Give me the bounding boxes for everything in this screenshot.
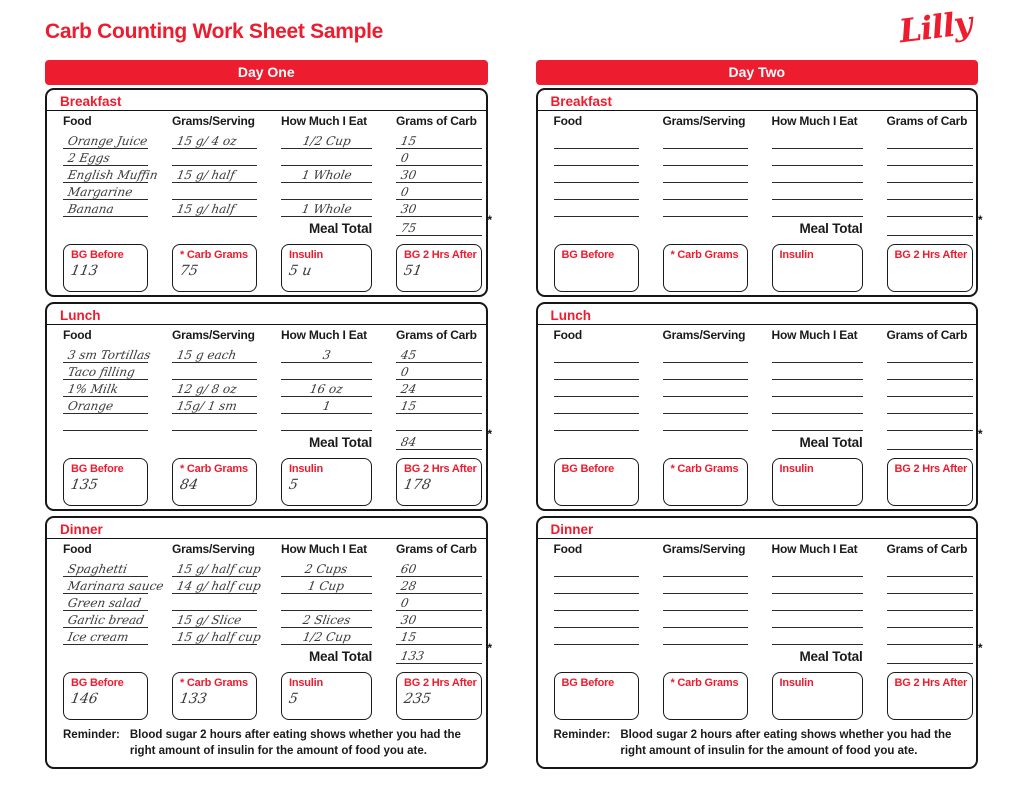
meal-total-label: Meal Total (799, 221, 863, 236)
grams-cell[interactable]: 15 g/ 4 oz (172, 132, 257, 149)
carb-cell[interactable] (887, 200, 973, 217)
grams-cell[interactable]: 15 g/ half (172, 200, 257, 217)
food-cell[interactable] (554, 560, 639, 577)
col-header-grams: Grams/Serving (172, 328, 255, 342)
food-rows (47, 560, 486, 645)
bg-boxes (47, 672, 486, 720)
insulin-label: Insulin (289, 249, 324, 261)
insulin-label: Insulin (779, 463, 814, 475)
food-rows (47, 132, 486, 217)
meal-total-cell[interactable] (887, 213, 983, 236)
carb-cell[interactable]: 0 (396, 149, 482, 166)
food-cell[interactable]: English Muffin (63, 166, 148, 183)
meal-total-row (47, 641, 492, 664)
col-header-carb: Grams of Carb (886, 542, 968, 556)
food-rows (538, 132, 977, 217)
eat-cell[interactable] (772, 346, 863, 363)
eat-cell[interactable] (772, 132, 863, 149)
col-header-eat: How Much I Eat (771, 542, 858, 556)
carb-cell[interactable]: 60 (396, 560, 482, 577)
carb-cell[interactable] (887, 380, 973, 397)
carb-cell[interactable]: 24 (396, 380, 482, 397)
grams-cell[interactable] (172, 183, 257, 200)
insulin-value: 5 (287, 691, 300, 707)
meal-title: Breakfast (47, 90, 486, 111)
insulin-box[interactable] (281, 244, 372, 292)
bg-before-box[interactable] (554, 458, 639, 506)
eat-cell[interactable] (772, 611, 863, 628)
carb-grams-value: 84 (178, 477, 200, 493)
insulin-label: Insulin (779, 249, 814, 261)
food-cell[interactable]: Taco filling (63, 363, 148, 380)
day-one-banner: Day One (45, 60, 488, 85)
carb-grams-box[interactable] (663, 244, 748, 292)
carb-cell[interactable] (887, 594, 973, 611)
eat-cell[interactable]: 1 Whole (281, 200, 372, 217)
meal-total-cell[interactable] (887, 641, 983, 664)
col-header-carb: Grams of Carb (396, 328, 477, 342)
eat-cell[interactable] (281, 594, 372, 611)
meal-title: Breakfast (538, 90, 977, 111)
carb-grams-value: 75 (178, 263, 200, 279)
col-header-grams: Grams/Serving (662, 114, 746, 128)
carb-grams-value: 133 (178, 691, 209, 707)
eat-cell[interactable]: 1/2 Cup (281, 132, 372, 149)
eat-cell[interactable] (772, 166, 863, 183)
carb-grams-label: * Carb Grams (180, 463, 248, 475)
asterisk: * (977, 427, 983, 441)
dinner-section (45, 516, 492, 769)
reminder-note (47, 720, 486, 767)
meal-title: Dinner (538, 518, 977, 539)
eat-cell[interactable] (772, 363, 863, 380)
food-cell[interactable] (554, 363, 639, 380)
carb-grams-label: * Carb Grams (670, 463, 739, 475)
food-cell[interactable] (554, 132, 639, 149)
carb-cell[interactable] (887, 611, 973, 628)
bg-after-value: 178 (402, 477, 433, 493)
carb-cell[interactable] (887, 577, 973, 594)
carb-grams-box[interactable] (172, 458, 257, 506)
bg-before-label: BG Before (71, 677, 124, 689)
grams-cell[interactable] (663, 200, 748, 217)
col-header-grams: Grams/Serving (662, 542, 746, 556)
carb-cell[interactable]: 0 (396, 183, 482, 200)
grams-cell[interactable] (663, 611, 748, 628)
dinner-section (536, 516, 983, 769)
carb-cell[interactable]: 45 (396, 346, 482, 363)
lunch-section (45, 302, 492, 511)
col-header-grams: Grams/Serving (172, 114, 255, 128)
asterisk: * (977, 213, 983, 227)
grams-cell[interactable]: 15 g each (172, 346, 257, 363)
bg-before-label: BG Before (71, 463, 124, 475)
breakfast-section (45, 88, 492, 297)
bg-before-label: BG Before (71, 249, 124, 261)
meal-title: Dinner (47, 518, 486, 539)
bg-before-value: 146 (69, 691, 100, 707)
carb-cell[interactable] (887, 183, 973, 200)
grams-cell[interactable] (663, 166, 748, 183)
bg-before-label: BG Before (561, 463, 615, 475)
column-headers (538, 114, 977, 128)
grams-cell[interactable] (172, 414, 257, 431)
food-cell[interactable]: Green salad (63, 594, 148, 611)
bg-after-value: 235 (402, 691, 433, 707)
eat-cell[interactable] (281, 363, 372, 380)
bg-before-box[interactable] (554, 244, 639, 292)
grams-cell[interactable] (663, 414, 748, 431)
carb-cell[interactable]: 28 (396, 577, 482, 594)
food-rows (47, 346, 486, 431)
grams-cell[interactable]: 15g/ 1 sm (172, 397, 257, 414)
insulin-label: Insulin (779, 677, 814, 689)
bg-before-box[interactable] (63, 244, 148, 292)
reminder-text: Blood sugar 2 hours after eating shows whether you had the right amount of insulin for the amount of food you ate. (620, 729, 952, 757)
meal-total-cell[interactable]: 75 * (396, 220, 482, 236)
food-cell[interactable] (554, 414, 639, 431)
food-cell[interactable] (554, 166, 639, 183)
eat-cell[interactable]: 1/2 Cup (281, 628, 372, 645)
bg-boxes (47, 244, 486, 292)
lunch-section (536, 302, 983, 511)
eat-cell[interactable]: 2 Slices (281, 611, 372, 628)
col-header-grams: Grams/Serving (662, 328, 746, 342)
food-cell[interactable]: 2 Eggs (63, 149, 148, 166)
column-headers (538, 542, 977, 556)
bg-after-label: BG 2 Hrs After (404, 463, 477, 475)
food-cell[interactable]: Marinara sauce (63, 577, 148, 594)
eat-cell[interactable] (281, 183, 372, 200)
food-cell[interactable] (554, 346, 639, 363)
grams-cell[interactable] (663, 594, 748, 611)
carb-cell[interactable]: 15 (396, 628, 482, 645)
insulin-box[interactable] (281, 672, 372, 720)
reminder-label: Reminder: (553, 729, 611, 741)
bg-before-box[interactable] (63, 458, 148, 506)
grams-cell[interactable] (663, 132, 748, 149)
carb-grams-box[interactable] (172, 672, 257, 720)
bg-boxes (538, 458, 977, 506)
reminder-text: Blood sugar 2 hours after eating shows whether you had the right amount of insulin for the amount of food you ate. (129, 729, 461, 757)
grams-cell[interactable] (663, 560, 748, 577)
bg-after-box[interactable] (887, 672, 973, 720)
food-cell[interactable]: Margarine (63, 183, 148, 200)
carb-cell[interactable] (887, 628, 973, 645)
col-header-eat: How Much I Eat (281, 328, 367, 342)
food-cell[interactable] (554, 611, 639, 628)
food-cell[interactable] (554, 183, 639, 200)
bg-after-label: BG 2 Hrs After (894, 677, 968, 689)
breakfast-section (536, 88, 983, 297)
asterisk: * (487, 213, 492, 227)
column-headers (47, 328, 486, 342)
insulin-box[interactable] (772, 458, 863, 506)
eat-cell[interactable] (772, 628, 863, 645)
meal-total-label: Meal Total (308, 435, 372, 450)
food-cell[interactable]: 1% Milk (63, 380, 148, 397)
col-header-food: Food (553, 542, 583, 556)
eat-cell[interactable] (772, 397, 863, 414)
grams-cell[interactable] (172, 149, 257, 166)
asterisk: * (487, 641, 492, 655)
food-cell[interactable]: Banana (63, 200, 148, 217)
bg-after-box[interactable] (887, 244, 973, 292)
carb-cell[interactable] (887, 149, 973, 166)
carb-cell[interactable]: 30 (396, 611, 482, 628)
meal-total-label: Meal Total (308, 649, 372, 664)
page-header (0, 0, 1024, 60)
eat-cell[interactable] (281, 149, 372, 166)
carb-grams-box[interactable] (663, 458, 748, 506)
food-cell[interactable] (63, 414, 148, 431)
carb-cell[interactable]: 15 (396, 397, 482, 414)
eat-cell[interactable]: 1 (281, 397, 372, 414)
food-cell[interactable]: Orange Juice (63, 132, 148, 149)
food-cell[interactable]: Spaghetti (63, 560, 148, 577)
carb-grams-box[interactable] (172, 244, 257, 292)
insulin-box[interactable] (281, 458, 372, 506)
eat-cell[interactable] (772, 577, 863, 594)
asterisk: * (977, 641, 983, 655)
meal-total-cell[interactable] (887, 427, 983, 450)
insulin-value: 5 (287, 477, 300, 493)
col-header-eat: How Much I Eat (771, 328, 858, 342)
meal-title: Lunch (538, 304, 977, 325)
meal-total-row (47, 427, 492, 450)
carb-cell[interactable] (887, 560, 973, 577)
bg-after-box[interactable] (396, 458, 482, 506)
grams-cell[interactable] (663, 183, 748, 200)
col-header-eat: How Much I Eat (281, 542, 367, 556)
eat-cell[interactable] (772, 200, 863, 217)
eat-cell[interactable] (772, 183, 863, 200)
bg-after-label: BG 2 Hrs After (894, 463, 968, 475)
worksheet-columns (0, 60, 1024, 769)
carb-cell[interactable]: 30 (396, 200, 482, 217)
food-cell[interactable] (554, 380, 639, 397)
grams-cell[interactable]: 15 g/ half cup (172, 628, 257, 645)
food-cell[interactable] (554, 149, 639, 166)
eat-cell[interactable] (281, 414, 372, 431)
col-header-carb: Grams of Carb (396, 114, 477, 128)
reminder-note (538, 720, 977, 767)
day-two-column (536, 60, 983, 769)
carb-grams-label: * Carb Grams (670, 249, 739, 261)
carb-cell[interactable] (396, 414, 482, 431)
carb-cell[interactable] (887, 363, 973, 380)
col-header-grams: Grams/Serving (172, 542, 255, 556)
food-cell[interactable]: Garlic bread (63, 611, 148, 628)
eat-cell[interactable] (772, 380, 863, 397)
meal-title: Lunch (47, 304, 486, 325)
carb-grams-box[interactable] (663, 672, 748, 720)
carb-grams-label: * Carb Grams (180, 677, 248, 689)
insulin-label: Insulin (289, 677, 324, 689)
col-header-eat: How Much I Eat (771, 114, 858, 128)
eat-cell[interactable]: 3 (281, 346, 372, 363)
carb-grams-label: * Carb Grams (180, 249, 248, 261)
meal-total-label: Meal Total (799, 649, 863, 664)
column-headers (47, 542, 486, 556)
carb-grams-label: * Carb Grams (670, 677, 739, 689)
carb-cell[interactable]: 30 (396, 166, 482, 183)
grams-cell[interactable] (663, 149, 748, 166)
day-two-banner: Day Two (536, 60, 979, 85)
eat-cell[interactable] (772, 149, 863, 166)
bg-boxes (47, 458, 486, 506)
food-cell[interactable]: Orange (63, 397, 148, 414)
food-cell[interactable] (554, 628, 639, 645)
eat-cell[interactable] (772, 594, 863, 611)
column-headers (47, 114, 486, 128)
carb-cell[interactable] (887, 397, 973, 414)
bg-after-box[interactable] (396, 244, 482, 292)
grams-cell[interactable] (663, 628, 748, 645)
meal-total-label: Meal Total (799, 435, 863, 450)
insulin-label: Insulin (289, 463, 324, 475)
grams-cell[interactable] (663, 577, 748, 594)
meal-total-cell[interactable]: 84 * (396, 434, 482, 450)
grams-cell[interactable]: 15 g/ half (172, 166, 257, 183)
col-header-carb: Grams of Carb (396, 542, 477, 556)
bg-boxes (538, 244, 977, 292)
grams-cell[interactable] (663, 363, 748, 380)
grams-cell[interactable]: 15 g/ Slice (172, 611, 257, 628)
carb-cell[interactable] (887, 166, 973, 183)
carb-cell[interactable] (887, 132, 973, 149)
eat-cell[interactable] (772, 414, 863, 431)
meal-total-row (538, 213, 983, 236)
food-cell[interactable]: Ice cream (63, 628, 148, 645)
bg-before-label: BG Before (561, 249, 615, 261)
insulin-value: 5 u (287, 263, 313, 279)
carb-cell[interactable]: 0 (396, 363, 482, 380)
eat-cell[interactable]: 16 oz (281, 380, 372, 397)
bg-before-box[interactable] (554, 672, 639, 720)
bg-after-box[interactable] (887, 458, 973, 506)
carb-cell[interactable] (887, 346, 973, 363)
grams-cell[interactable] (663, 346, 748, 363)
meal-total-cell[interactable]: 133 * (396, 648, 482, 664)
bg-after-label: BG 2 Hrs After (404, 249, 477, 261)
col-header-food: Food (63, 542, 92, 556)
grams-cell[interactable] (172, 594, 257, 611)
food-cell[interactable]: 3 sm Tortillas (63, 346, 148, 363)
grams-cell[interactable] (172, 363, 257, 380)
food-cell[interactable] (554, 577, 639, 594)
meal-total-row (47, 213, 492, 236)
grams-cell[interactable] (663, 397, 748, 414)
col-header-food: Food (553, 328, 583, 342)
bg-before-label: BG Before (561, 677, 615, 689)
carb-cell[interactable]: 15 (396, 132, 482, 149)
carb-cell[interactable]: 0 (396, 594, 482, 611)
bg-boxes (538, 672, 977, 720)
eat-cell[interactable]: 2 Cups (281, 560, 372, 577)
col-header-carb: Grams of Carb (886, 114, 968, 128)
bg-after-box[interactable] (396, 672, 482, 720)
bg-before-box[interactable] (63, 672, 148, 720)
bg-after-label: BG 2 Hrs After (404, 677, 477, 689)
meal-total-row (538, 427, 983, 450)
carb-cell[interactable] (887, 414, 973, 431)
column-headers (538, 328, 977, 342)
col-header-food: Food (553, 114, 583, 128)
page-title: Carb Counting Work Sheet Sample (45, 20, 384, 43)
col-header-food: Food (63, 114, 92, 128)
food-cell[interactable] (554, 594, 639, 611)
grams-cell[interactable]: 12 g/ 8 oz (172, 380, 257, 397)
col-header-eat: How Much I Eat (281, 114, 367, 128)
asterisk: * (487, 427, 492, 441)
meal-total-label: Meal Total (308, 221, 372, 236)
grams-cell[interactable] (663, 380, 748, 397)
eat-cell[interactable] (772, 560, 863, 577)
col-header-carb: Grams of Carb (886, 328, 968, 342)
bg-after-label: BG 2 Hrs After (894, 249, 968, 261)
day-one-column (45, 60, 492, 769)
eat-cell[interactable]: 1 Whole (281, 166, 372, 183)
insulin-box[interactable] (772, 244, 863, 292)
reminder-label: Reminder: (63, 729, 120, 741)
food-rows (538, 560, 977, 645)
col-header-food: Food (63, 328, 92, 342)
bg-before-value: 113 (69, 263, 100, 279)
eat-cell[interactable]: 1 Cup (281, 577, 372, 594)
grams-cell[interactable]: 14 g/ half cup (172, 577, 257, 594)
food-cell[interactable] (554, 397, 639, 414)
meal-total-row (538, 641, 983, 664)
grams-cell[interactable]: 15 g/ half cup (172, 560, 257, 577)
food-rows (538, 346, 977, 431)
food-cell[interactable] (554, 200, 639, 217)
lilly-logo: Lilly (897, 3, 975, 51)
bg-after-value: 51 (402, 263, 424, 279)
insulin-box[interactable] (772, 672, 863, 720)
bg-before-value: 135 (69, 477, 100, 493)
